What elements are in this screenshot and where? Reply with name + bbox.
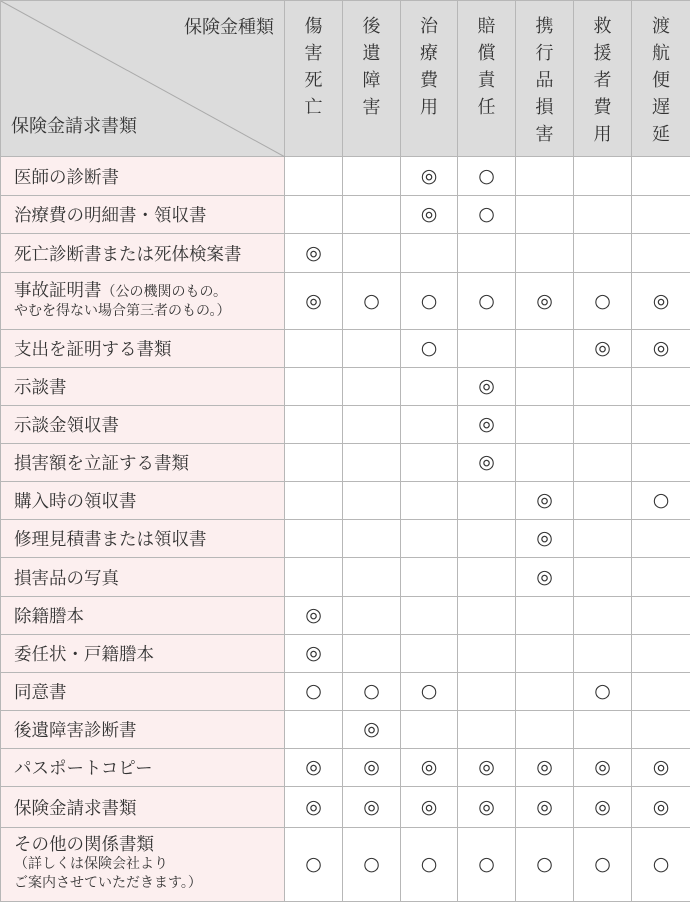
empty-cell	[285, 368, 343, 406]
table-row	[1, 482, 690, 520]
row-label-cell	[1, 711, 285, 749]
column-header	[632, 1, 690, 157]
circle-mark: ○	[632, 828, 690, 902]
column-header	[458, 1, 516, 157]
empty-cell	[574, 520, 632, 558]
corner-header-cell	[1, 1, 285, 157]
row-label-cell	[1, 787, 285, 828]
row-label: 支出を証明する書類	[14, 340, 172, 360]
empty-cell	[574, 234, 632, 273]
row-label-cell	[1, 196, 285, 234]
empty-cell	[343, 196, 401, 234]
empty-cell	[343, 406, 401, 444]
column-header-label: 治療費用	[419, 1, 439, 121]
row-label-cell	[1, 157, 285, 196]
empty-cell	[401, 711, 458, 749]
circle-mark: ○	[458, 273, 516, 330]
table-row	[1, 749, 690, 787]
empty-cell	[574, 711, 632, 749]
row-label: 損害額を立証する書類	[14, 454, 189, 474]
empty-cell	[285, 558, 343, 597]
row-label-cell	[1, 444, 285, 482]
table-row	[1, 273, 690, 330]
empty-cell	[285, 330, 343, 368]
table-row	[1, 520, 690, 558]
double-circle-mark: ◎	[574, 330, 632, 368]
empty-cell	[516, 368, 574, 406]
double-circle-mark: ◎	[458, 787, 516, 828]
column-header	[343, 1, 401, 157]
column-header-label: 携行品損害	[535, 1, 555, 148]
empty-cell	[574, 406, 632, 444]
empty-cell	[632, 406, 690, 444]
empty-cell	[632, 196, 690, 234]
circle-mark: ○	[401, 273, 458, 330]
empty-cell	[343, 482, 401, 520]
row-label: 購入時の領収書	[14, 492, 137, 512]
empty-cell	[574, 444, 632, 482]
circle-mark: ○	[343, 273, 401, 330]
empty-cell	[285, 520, 343, 558]
row-label-cell	[1, 482, 285, 520]
corner-label-insurance-type: 保険金種類	[184, 13, 274, 39]
row-label-cell	[1, 368, 285, 406]
empty-cell	[401, 558, 458, 597]
row-label: 死亡診断書または死体検案書	[14, 245, 242, 265]
circle-mark: ○	[401, 828, 458, 902]
empty-cell	[458, 482, 516, 520]
column-header-label: 傷害死亡	[304, 1, 324, 121]
double-circle-mark: ◎	[401, 157, 458, 196]
table-row	[1, 196, 690, 234]
column-header	[516, 1, 574, 157]
circle-mark: ○	[574, 273, 632, 330]
corner-label-claim-documents: 保険金請求書類	[11, 112, 137, 138]
empty-cell	[401, 406, 458, 444]
table-row	[1, 234, 690, 273]
table-row	[1, 597, 690, 635]
double-circle-mark: ◎	[574, 749, 632, 787]
column-header-label: 渡航便遅延	[651, 1, 671, 148]
row-label: 保険金請求書類	[14, 799, 137, 819]
double-circle-mark: ◎	[285, 635, 343, 673]
table-row	[1, 711, 690, 749]
row-label-cell	[1, 273, 285, 330]
empty-cell	[458, 597, 516, 635]
empty-cell	[401, 444, 458, 482]
double-circle-mark: ◎	[574, 787, 632, 828]
double-circle-mark: ◎	[285, 273, 343, 330]
empty-cell	[574, 597, 632, 635]
empty-cell	[285, 196, 343, 234]
row-label: 示談書	[14, 378, 67, 398]
empty-cell	[401, 234, 458, 273]
row-label: 示談金領収書	[14, 416, 119, 436]
row-label: 事故証明書	[14, 281, 102, 301]
double-circle-mark: ◎	[285, 597, 343, 635]
circle-mark: ○	[632, 482, 690, 520]
empty-cell	[343, 157, 401, 196]
empty-cell	[285, 711, 343, 749]
empty-cell	[632, 558, 690, 597]
row-label: パスポートコピー	[14, 759, 153, 779]
empty-cell	[516, 673, 574, 711]
empty-cell	[516, 330, 574, 368]
empty-cell	[632, 368, 690, 406]
row-label: その他の関係書類	[14, 835, 154, 855]
empty-cell	[632, 234, 690, 273]
double-circle-mark: ◎	[632, 330, 690, 368]
row-label: 委任状・戸籍謄本	[14, 645, 154, 665]
double-circle-mark: ◎	[458, 406, 516, 444]
column-header-label: 救援者費用	[593, 1, 613, 148]
table-body	[1, 157, 690, 902]
row-label: 治療費の明細書・領収書	[14, 206, 207, 226]
empty-cell	[285, 157, 343, 196]
empty-cell	[343, 597, 401, 635]
circle-mark: ○	[574, 828, 632, 902]
double-circle-mark: ◎	[458, 444, 516, 482]
circle-mark: ○	[458, 828, 516, 902]
empty-cell	[632, 597, 690, 635]
circle-mark: ○	[285, 673, 343, 711]
double-circle-mark: ◎	[458, 368, 516, 406]
empty-cell	[401, 482, 458, 520]
table-row	[1, 444, 690, 482]
double-circle-mark: ◎	[516, 520, 574, 558]
empty-cell	[343, 558, 401, 597]
circle-mark: ○	[458, 157, 516, 196]
empty-cell	[574, 157, 632, 196]
double-circle-mark: ◎	[343, 787, 401, 828]
empty-cell	[458, 520, 516, 558]
empty-cell	[632, 520, 690, 558]
empty-cell	[516, 234, 574, 273]
empty-cell	[458, 711, 516, 749]
column-header	[285, 1, 343, 157]
row-label-cell	[1, 635, 285, 673]
column-header-label: 賠償責任	[477, 1, 497, 121]
double-circle-mark: ◎	[401, 749, 458, 787]
empty-cell	[574, 635, 632, 673]
row-label: 除籍謄本	[14, 607, 84, 627]
empty-cell	[343, 368, 401, 406]
empty-cell	[343, 234, 401, 273]
row-label-cell	[1, 520, 285, 558]
row-label-cell	[1, 749, 285, 787]
row-note-continued: ご案内させていただきます。）	[14, 874, 284, 893]
empty-cell	[574, 196, 632, 234]
row-label-cell	[1, 597, 285, 635]
empty-cell	[401, 368, 458, 406]
row-label: 損害品の写真	[14, 569, 119, 589]
table-row	[1, 828, 690, 902]
row-note: （詳しくは保険会社より	[14, 855, 284, 874]
empty-cell	[516, 406, 574, 444]
table-row	[1, 673, 690, 711]
empty-cell	[516, 157, 574, 196]
table-row	[1, 787, 690, 828]
double-circle-mark: ◎	[285, 749, 343, 787]
row-label-cell	[1, 558, 285, 597]
empty-cell	[458, 635, 516, 673]
table-row	[1, 368, 690, 406]
empty-cell	[632, 711, 690, 749]
double-circle-mark: ◎	[516, 787, 574, 828]
double-circle-mark: ◎	[632, 787, 690, 828]
empty-cell	[632, 444, 690, 482]
double-circle-mark: ◎	[401, 196, 458, 234]
double-circle-mark: ◎	[285, 234, 343, 273]
circle-mark: ○	[516, 828, 574, 902]
empty-cell	[632, 673, 690, 711]
empty-cell	[574, 558, 632, 597]
circle-mark: ○	[285, 828, 343, 902]
empty-cell	[401, 635, 458, 673]
empty-cell	[458, 558, 516, 597]
circle-mark: ○	[401, 673, 458, 711]
circle-mark: ○	[343, 828, 401, 902]
empty-cell	[574, 482, 632, 520]
empty-cell	[574, 368, 632, 406]
table-row	[1, 635, 690, 673]
empty-cell	[401, 520, 458, 558]
empty-cell	[343, 520, 401, 558]
double-circle-mark: ◎	[343, 711, 401, 749]
double-circle-mark: ◎	[516, 558, 574, 597]
double-circle-mark: ◎	[516, 482, 574, 520]
row-note-continued: やむを得ない場合第三者のもの。）	[14, 302, 284, 321]
row-label-cell	[1, 234, 285, 273]
empty-cell	[343, 330, 401, 368]
circle-mark: ○	[343, 673, 401, 711]
row-label-cell	[1, 406, 285, 444]
column-header	[574, 1, 632, 157]
empty-cell	[285, 444, 343, 482]
circle-mark: ○	[458, 196, 516, 234]
double-circle-mark: ◎	[285, 787, 343, 828]
table-row	[1, 558, 690, 597]
row-label: 後遺障害診断書	[14, 721, 137, 741]
column-header-label: 後遺障害	[362, 1, 382, 121]
double-circle-mark: ◎	[632, 273, 690, 330]
empty-cell	[458, 330, 516, 368]
table-row	[1, 406, 690, 444]
row-label: 修理見積書または領収書	[14, 530, 207, 550]
empty-cell	[632, 157, 690, 196]
empty-cell	[285, 482, 343, 520]
double-circle-mark: ◎	[516, 273, 574, 330]
double-circle-mark: ◎	[401, 787, 458, 828]
empty-cell	[458, 234, 516, 273]
empty-cell	[343, 444, 401, 482]
empty-cell	[401, 597, 458, 635]
table-row	[1, 330, 690, 368]
column-header	[401, 1, 458, 157]
empty-cell	[458, 673, 516, 711]
empty-cell	[285, 406, 343, 444]
empty-cell	[516, 711, 574, 749]
row-note: （公の機関のもの。	[102, 284, 227, 300]
row-label-cell	[1, 330, 285, 368]
double-circle-mark: ◎	[458, 749, 516, 787]
empty-cell	[516, 597, 574, 635]
table-row	[1, 157, 690, 196]
circle-mark: ○	[401, 330, 458, 368]
circle-mark: ○	[574, 673, 632, 711]
row-label-cell	[1, 673, 285, 711]
empty-cell	[343, 635, 401, 673]
row-label: 同意書	[14, 683, 67, 703]
double-circle-mark: ◎	[516, 749, 574, 787]
empty-cell	[632, 635, 690, 673]
double-circle-mark: ◎	[632, 749, 690, 787]
empty-cell	[516, 444, 574, 482]
double-circle-mark: ◎	[343, 749, 401, 787]
empty-cell	[516, 196, 574, 234]
row-label: 医師の診断書	[14, 168, 119, 188]
empty-cell	[516, 635, 574, 673]
row-label-cell	[1, 828, 285, 902]
